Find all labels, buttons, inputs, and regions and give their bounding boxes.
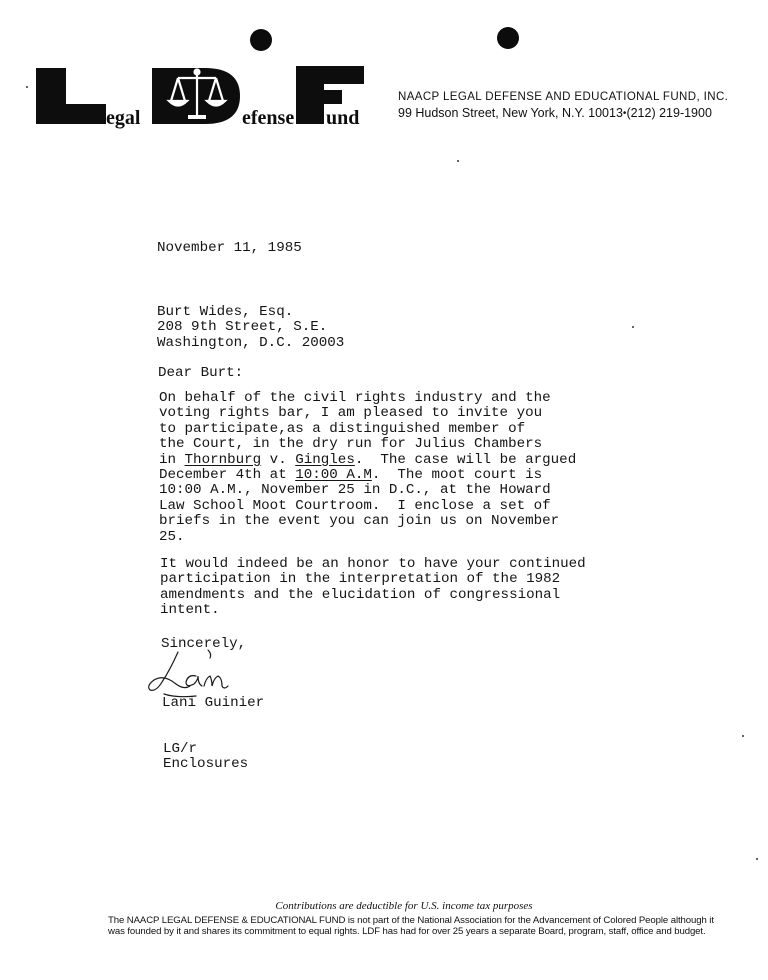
tax-deductible-note: Contributions are deductible for U.S. income tax purposes xyxy=(275,900,533,912)
recipient-street: 208 9th Street, S.E. xyxy=(157,319,328,336)
letterhead xyxy=(398,90,728,122)
scan-speck xyxy=(632,326,634,328)
enclosures-note: Enclosures xyxy=(163,756,249,773)
ldf-logo xyxy=(0,0,392,135)
phone-number: (212) 219-1900 xyxy=(626,106,712,120)
reference-block xyxy=(163,742,248,773)
text-line: participation in the interpretation of the 1982 xyxy=(160,571,561,588)
text-segment: . The moot court is xyxy=(371,466,543,483)
body-paragraph-1 xyxy=(159,391,576,545)
recipient-address xyxy=(157,305,344,351)
case-name-gingles: Gingles xyxy=(295,451,355,468)
salutation: Dear Burt: xyxy=(158,365,244,381)
street-address: 99 Hudson Street, New York, N.Y. 10013 xyxy=(398,106,623,120)
text-line: the Court, in the dry run for Julius Chambers xyxy=(159,436,543,453)
case-name-thornburg: Thornburg xyxy=(184,451,262,468)
typist-initials: LG/r xyxy=(163,741,198,757)
letter-date: November 11, 1985 xyxy=(157,240,302,256)
text-line xyxy=(159,453,576,468)
recipient-city: Washington, D.C. 20003 xyxy=(157,334,345,351)
text-line: Law School Moot Courtroom. I enclose a set of xyxy=(159,497,551,514)
footer-disclaimer xyxy=(108,915,718,937)
text-segment: . The case will be argued xyxy=(354,451,577,468)
text-line: 10:00 A.M., November 25 in D.C., at the Howard xyxy=(159,482,551,499)
page-footer xyxy=(0,900,768,937)
text-line: to participate,as a distinguished member of xyxy=(159,420,526,437)
disclaimer-line: was founded by it and shares its commitment to equal rights. LDF has had for over 25 years a separate Board, program, staff, office and budget. xyxy=(108,926,706,937)
organization-address xyxy=(398,105,728,122)
text-segment: December 4th at xyxy=(159,466,296,483)
text-line: On behalf of the civil rights industry and the xyxy=(159,390,551,406)
text-line: intent. xyxy=(160,602,220,619)
text-line: 25. xyxy=(159,528,185,545)
text-line: voting rights bar, I am pleased to invite you xyxy=(159,405,543,422)
logo-und-text: und xyxy=(326,107,360,129)
logo-efense-text: efense xyxy=(242,107,295,129)
text-segment: in xyxy=(159,451,185,468)
text-segment: v. xyxy=(261,451,296,468)
binder-hole-right xyxy=(497,27,519,49)
bullet-separator: • xyxy=(622,108,627,119)
disclaimer-line: The NAACP LEGAL DEFENSE & EDUCATIONAL FUND is not part of the National Association for the Advancement of Colored People although it xyxy=(108,915,714,926)
text-line: briefs in the event you can join us on November xyxy=(159,513,560,530)
signer-name: Lani Guinier xyxy=(162,695,265,711)
closing: Sincerely, xyxy=(161,636,247,652)
text-line: It would indeed be an honor to have your continued xyxy=(160,556,586,572)
argument-time: 10:00 A.M xyxy=(295,466,372,483)
organization-name: NAACP LEGAL DEFENSE AND EDUCATIONAL FUND, INC. xyxy=(398,91,729,103)
recipient-name: Burt Wides, Esq. xyxy=(157,304,294,320)
text-line: amendments and the elucidation of congressional xyxy=(160,586,561,603)
scan-speck xyxy=(756,858,758,860)
scan-speck xyxy=(457,160,459,162)
body-paragraph-2 xyxy=(160,557,586,619)
logo-egal-text: egal xyxy=(106,107,141,129)
scan-speck xyxy=(742,735,744,737)
text-line xyxy=(159,468,576,483)
